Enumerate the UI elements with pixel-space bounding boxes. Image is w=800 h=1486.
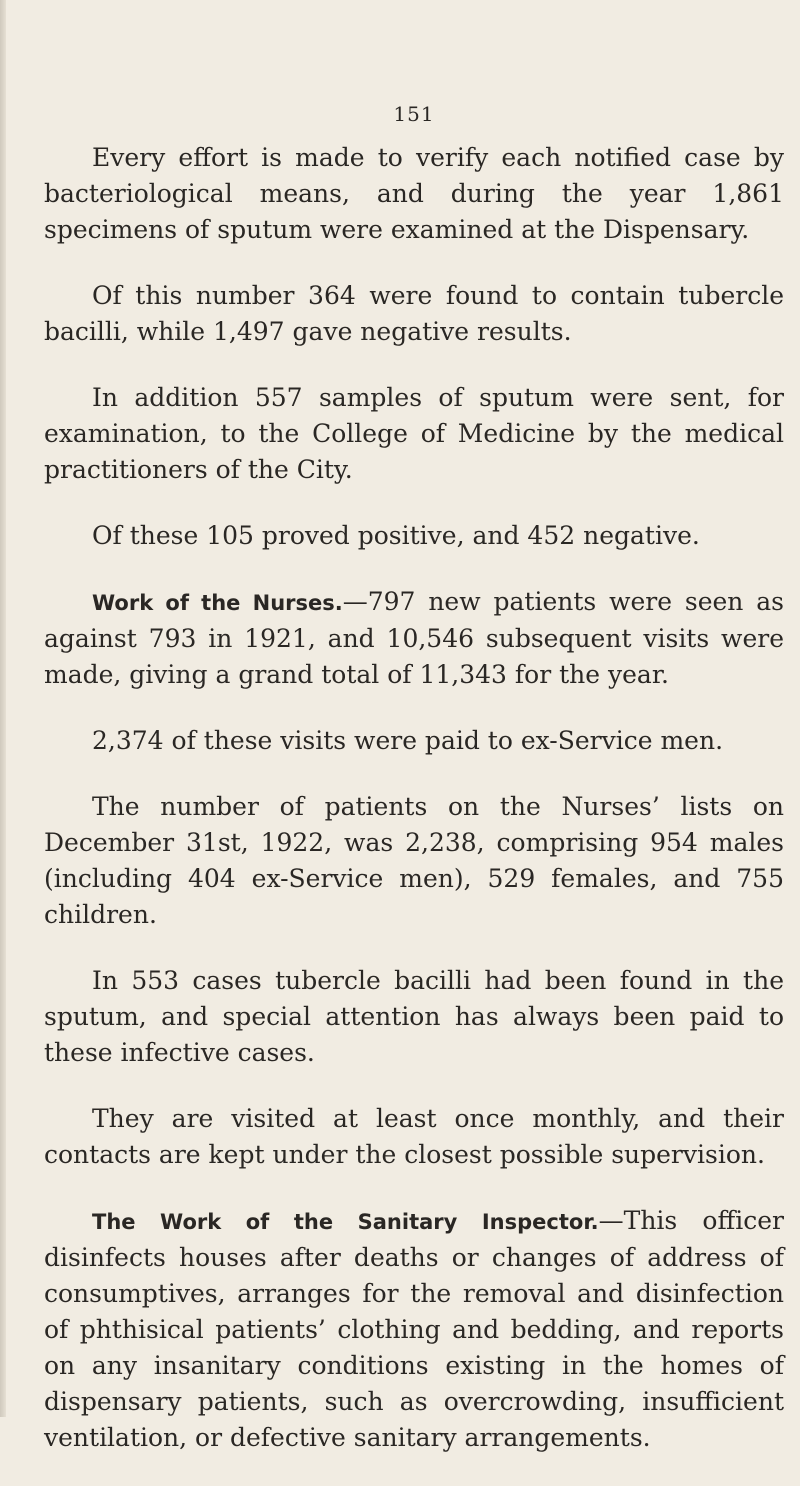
paragraph-work-of-nurses: [44, 584, 784, 693]
paragraph-text: The number of patients on the Nurses’ lists on December 31st, 1922, was 2,238, comprising 954 males (including 404 ex-Service men), 529 females, and 755 children.: [44, 792, 784, 929]
paragraph-text: In 553 cases tubercle bacilli had been found in the sputum, and special attention has always been paid to these infective cases.: [44, 966, 784, 1067]
paragraph-nurses-lists: [44, 789, 784, 933]
body-text: [44, 140, 784, 1486]
paragraph-text: Of this number 364 were found to contain tubercle bacilli, while 1,497 gave negative results.: [44, 281, 784, 346]
paragraph-college-results: [44, 518, 784, 554]
paragraph-text: Every effort is made to verify each notified case by bacteriological means, and during the year 1,861 specimens of sputum were examined at the Dispensary.: [44, 143, 784, 244]
paragraph-text: In addition 557 samples of sputum were sent, for examination, to the College of Medicine by the medical practitioners of the City.: [44, 383, 784, 484]
paragraph-college-samples: [44, 380, 784, 488]
page-number: 151: [393, 102, 435, 126]
paragraph-text: Of these 105 proved positive, and 452 negative.: [92, 521, 700, 550]
paragraph-text: They are visited at least once monthly, and their contacts are kept under the closest possible supervision.: [44, 1104, 784, 1169]
paragraph-sanitary-inspector: [44, 1203, 784, 1456]
paragraph-monthly-visits: [44, 1101, 784, 1173]
paragraph-text: —797 new patients were seen as against 793 in 1921, and 10,546 subsequent visits were made, giving a grand total of 11,343 for the year.: [44, 587, 784, 689]
paragraph-infective-cases: [44, 963, 784, 1071]
section-heading: The Work of the Sanitary Inspector.: [92, 1210, 599, 1234]
paragraph-text: 2,374 of these visits were paid to ex-Service men.: [92, 726, 724, 755]
paragraph-sputum-exams: [44, 140, 784, 248]
paragraph-bacilli-results: [44, 278, 784, 350]
paragraph-text: —This officer disinfects houses after deaths or changes of address of consumptives, arranges for the removal and disinfection of phthisical patients’ clothing and bedding, and reports on any insanitary conditions existing in the homes of dispensary patients, such as overcrowding, insufficient ventilation, or defective sanitary arrangements.: [44, 1206, 784, 1452]
paragraph-ex-service-visits: [44, 723, 784, 759]
section-heading: Work of the Nurses.: [92, 591, 343, 615]
document-page: [44, 0, 784, 1452]
scan-edge: [0, 0, 6, 1417]
